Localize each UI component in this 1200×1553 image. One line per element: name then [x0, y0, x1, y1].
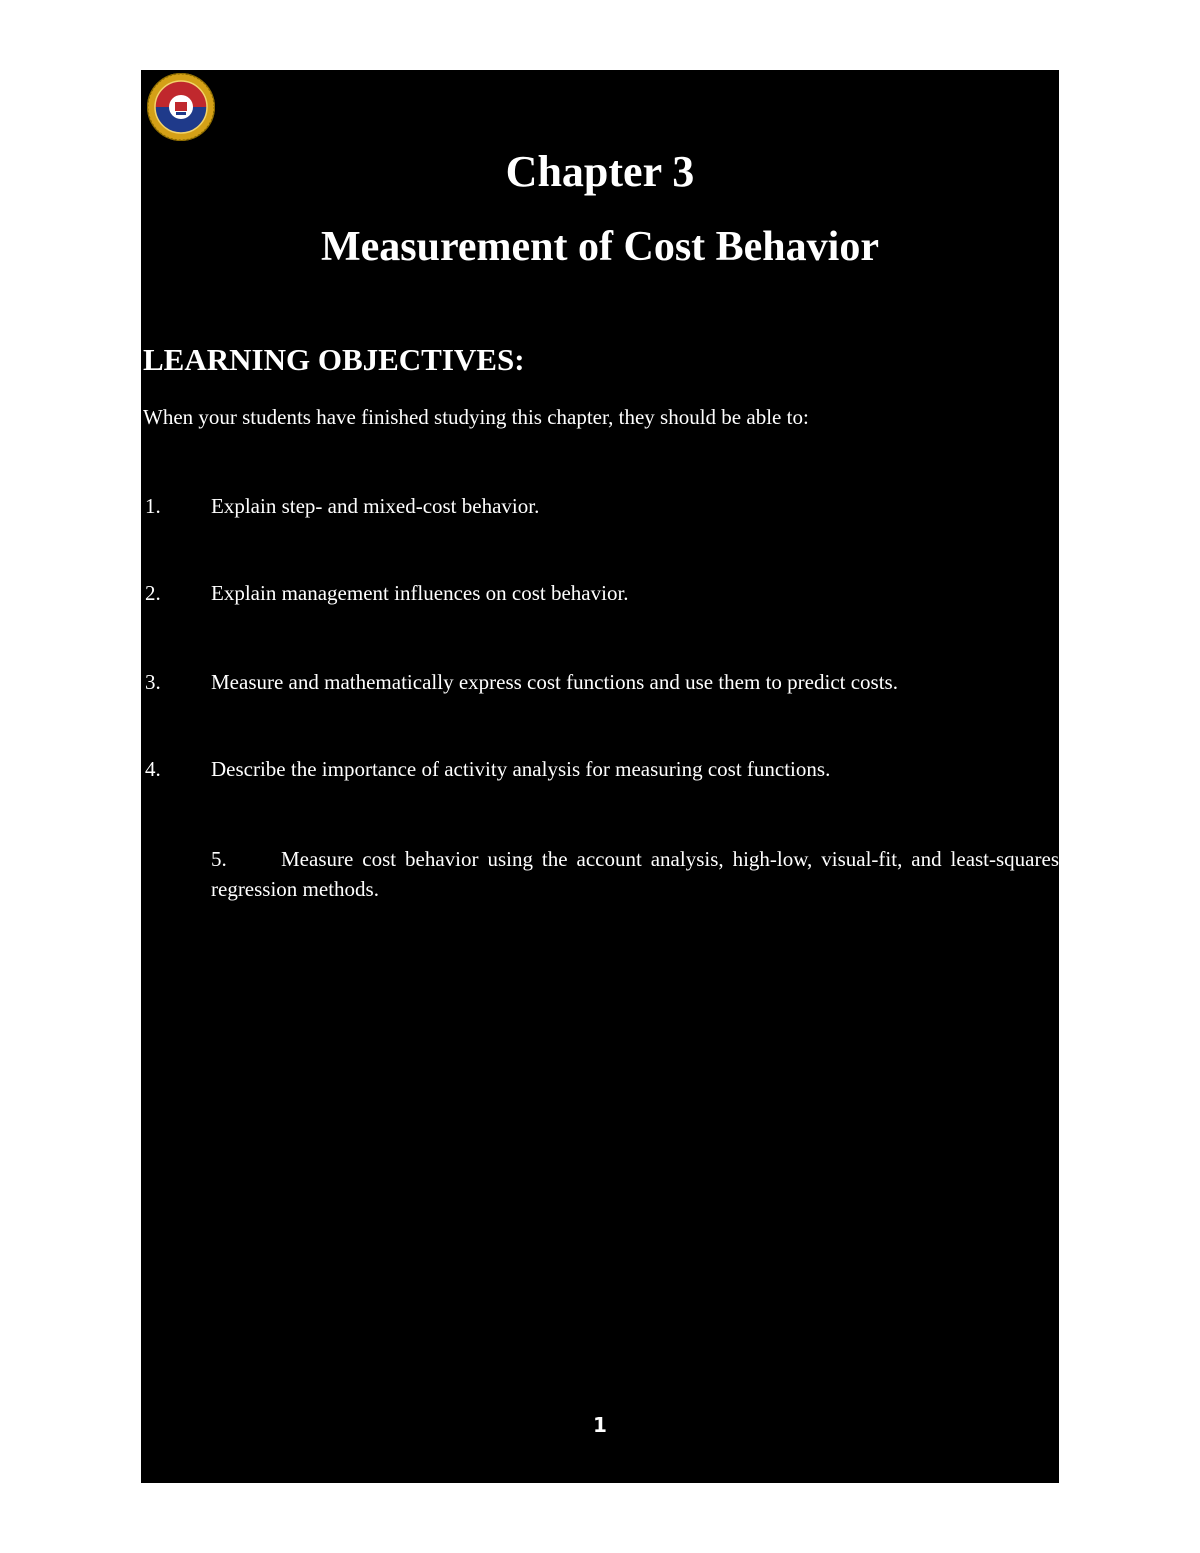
- section-heading: LEARNING OBJECTIVES:: [143, 342, 525, 377]
- document-page: [141, 70, 1059, 1483]
- chapter-title: Chapter 3: [505, 147, 695, 196]
- objective-item: [145, 580, 629, 606]
- objective-number: 4.: [145, 757, 161, 781]
- objective-number: 3.: [145, 670, 161, 694]
- chapter-subtitle: Measurement of Cost Behavior: [321, 224, 879, 270]
- objective-number: 2.: [145, 581, 161, 605]
- objective-number: 1.: [145, 494, 161, 518]
- objective-item: [145, 669, 898, 695]
- objective-text: Explain step- and mixed-cost behavior.: [211, 494, 540, 518]
- objective-item: [211, 844, 1059, 904]
- page-number: 1: [593, 1413, 607, 1437]
- objective-text: Measure cost behavior using the account analysis, high-low, visual-fit, and least-squares regression methods.: [211, 847, 1059, 901]
- objective-text: Explain management influences on cost behavior.: [211, 581, 629, 605]
- institution-seal-icon: [146, 72, 216, 142]
- intro-text: When your students have finished studying this chapter, they should be able to:: [143, 405, 809, 429]
- objective-text: Measure and mathematically express cost functions and use them to predict costs.: [211, 670, 898, 694]
- objective-text: Describe the importance of activity analysis for measuring cost functions.: [211, 757, 831, 781]
- objective-number: 5.: [211, 847, 227, 871]
- objective-item: [145, 756, 830, 782]
- objective-item: [145, 493, 539, 519]
